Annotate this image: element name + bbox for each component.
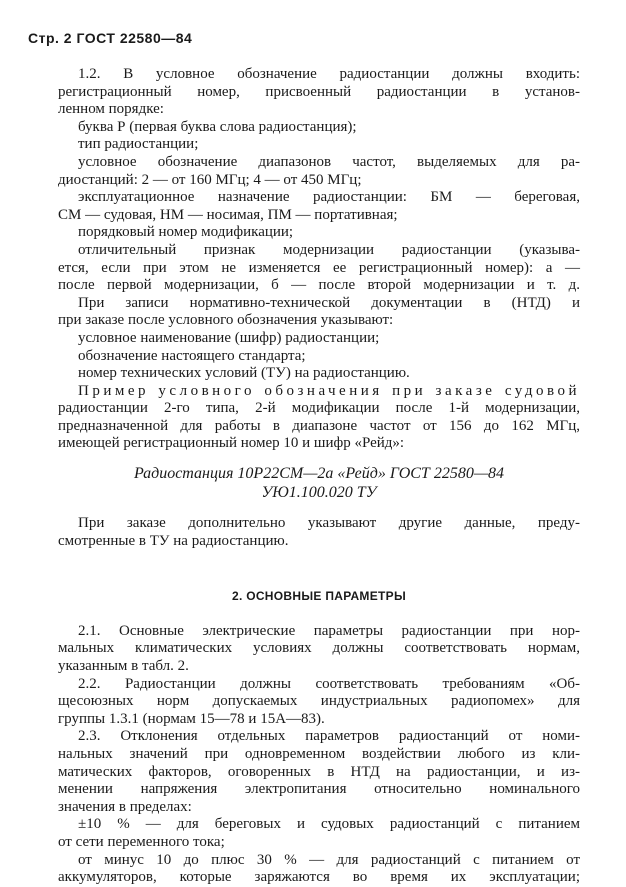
list-item: обозначение настоящего стандарта; <box>78 347 306 364</box>
paragraph-1-2: 1.2. В условное обозначение радиостанции должны входить: <box>78 66 580 82</box>
list-item: номер технических условий (ТУ) на радиостанцию. <box>78 365 410 382</box>
paragraph-order: При заказе дополнительно указывают другие данные, преду- <box>78 515 580 532</box>
text-line: от сети переменного тока; <box>58 833 225 850</box>
paragraph-2-3: 2.3. Отклонения отдельных параметров радиостанций от номи- <box>78 728 580 745</box>
text-line: СМ — судовая, НМ — носимая, ПМ — портативная; <box>58 206 398 223</box>
paragraph-2-2: 2.2. Радиостанции должны соответствовать требованиям «Об- <box>78 675 580 692</box>
text-line: ленном порядке: <box>58 101 164 118</box>
list-item: от минус 10 до плюс 30 % — для радиостанций с питанием от <box>78 851 580 868</box>
text-line: менении напряжения электропитания относительно номинального <box>58 781 580 798</box>
page-header: Стр. 2 ГОСТ 22580—84 <box>28 30 193 46</box>
list-item: эксплуатационное назначение радиостанции: БМ — береговая, <box>78 189 580 206</box>
text-line: смотренные в ТУ на радиостанцию. <box>58 532 289 549</box>
list-item: буква Р (первая буква слова радиостанция); <box>78 118 357 135</box>
section-title: 2. ОСНОВНЫЕ ПАРАМЕТРЫ <box>231 589 407 604</box>
list-item: тип радиостанции; <box>78 136 199 153</box>
text-line: щесоюзных норм допускаемых индустриальных радиопомех» для <box>58 693 580 710</box>
example-intro-text: Пример условного обозначения при заказе судовой <box>78 382 580 399</box>
text-line: имеющей регистрационный номер 10 и шифр «Рейд»: <box>58 435 405 452</box>
text-line: матических факторов, оговоренных в НТД на радиостанции, и из- <box>58 763 580 780</box>
list-item: ±10 % — для береговых и судовых радиостанций с питанием <box>78 816 580 833</box>
text-line: нальных значений при одновременном воздействии любого из кли- <box>58 746 580 762</box>
text-line: ется, если при этом не изменяется ее регистрационный номер): а — <box>58 259 580 276</box>
example-line-1: Радиостанция 10Р22СМ—2а «Рейд» ГОСТ 22580—84 <box>133 465 505 483</box>
designation-example <box>58 464 580 502</box>
list-item: отличительный признак модернизации радиостанции (указыва- <box>78 241 580 258</box>
list-item: условное обозначение диапазонов частот, выделяемых для ра- <box>78 153 580 170</box>
text-line: аккумуляторов, которые заряжаются во время их эксплуатации; <box>58 869 580 886</box>
example-line-2: УЮ1.100.020 ТУ <box>261 484 377 502</box>
text-line: при заказе после условного обозначения указывают: <box>58 312 394 329</box>
paragraph-2-1: 2.1. Основные электрические параметры радиостанции при нор- <box>78 622 580 639</box>
text-line: после первой модернизации, б — после второй модернизации и т. д. <box>58 277 580 294</box>
text-line: группы 1.3.1 (нормам 15—78 и 15А—83). <box>58 710 325 727</box>
text-line: диостанций: 2 — от 160 МГц; 4 — от 450 МГц; <box>58 171 362 188</box>
text-line: регистрационный номер, присвоенный радиостанции в установ- <box>58 83 580 100</box>
paragraph-ntd: При записи нормативно-технической документации в (НТД) и <box>78 294 580 311</box>
text-line: мальных климатических условиях должны соответствовать нормам, <box>58 640 580 657</box>
page-body <box>58 66 580 887</box>
text-line: предназначенной для работы в диапазоне частот от 156 до 162 МГц, <box>58 417 580 434</box>
text-line: радиостанции 2-го типа, 2-й модификации после 1-й модернизации, <box>58 400 580 417</box>
text-line: значения в пределах: <box>58 798 192 815</box>
list-item: порядковый номер модификации; <box>78 224 294 241</box>
text-line: указанным в табл. 2. <box>58 658 189 675</box>
list-item: условное наименование (шифр) радиостанции; <box>78 329 380 346</box>
example-intro <box>58 383 580 401</box>
